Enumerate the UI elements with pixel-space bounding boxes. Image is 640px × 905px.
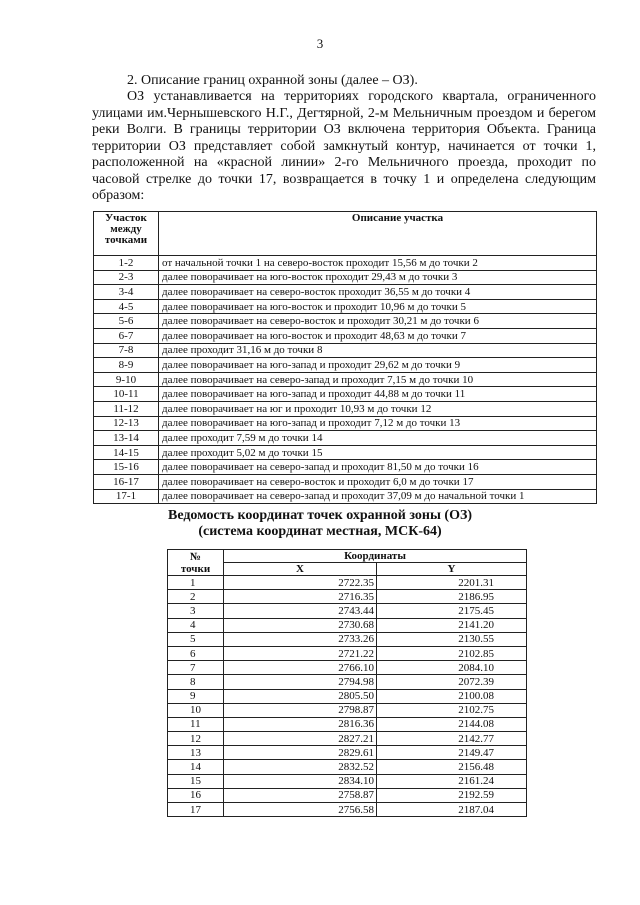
coordinates-col-point [168, 550, 224, 576]
segment-row [94, 431, 597, 446]
segments-col-description: Описание участка [159, 212, 597, 256]
coordinate-x: 2805.50 [224, 689, 377, 703]
coordinate-row [168, 675, 527, 689]
coordinate-row [168, 632, 527, 646]
coordinates-col-point-line2: точки [180, 562, 211, 575]
coordinate-x: 2829.61 [224, 746, 377, 760]
segment-description: далее проходит 7,59 м до точки 14 [159, 431, 597, 446]
segment-description: далее проходит 5,02 м до точки 15 [159, 445, 597, 460]
coordinate-y: 2072.39 [377, 675, 527, 689]
coordinate-x: 2816.36 [224, 717, 377, 731]
coordinate-x: 2832.52 [224, 760, 377, 774]
segment-description: от начальной точки 1 на северо-восток проходит 15,56 м до точки 2 [159, 256, 597, 271]
segment-row [94, 489, 597, 504]
coordinate-row [168, 689, 527, 703]
segments-table [93, 211, 597, 504]
coordinate-y: 2201.31 [377, 576, 527, 590]
coordinate-x: 2758.87 [224, 788, 377, 802]
point-number: 10 [168, 703, 224, 717]
segment-row [94, 314, 597, 329]
coordinate-row [168, 717, 527, 731]
coordinates-table-body [168, 576, 527, 817]
coordinate-row [168, 774, 527, 788]
coordinate-y: 2084.10 [377, 661, 527, 675]
coordinate-x: 2743.44 [224, 604, 377, 618]
segment-description: далее поворачивает на юго-восток и проходит 10,96 м до точки 5 [159, 299, 597, 314]
coordinate-y: 2149.47 [377, 746, 527, 760]
point-number: 17 [168, 803, 224, 817]
coordinate-x: 2722.35 [224, 576, 377, 590]
segment-row [94, 474, 597, 489]
coordinates-col-y: Y [377, 563, 527, 576]
point-number: 13 [168, 746, 224, 760]
segment-points: 8-9 [94, 358, 159, 373]
coordinate-x: 2794.98 [224, 675, 377, 689]
point-number: 5 [168, 632, 224, 646]
coordinate-y: 2187.04 [377, 803, 527, 817]
coordinates-title-line2: (система координат местная, МСК-64) [198, 524, 442, 539]
segment-points: 6-7 [94, 328, 159, 343]
segment-row [94, 372, 597, 387]
segment-points: 4-5 [94, 299, 159, 314]
segment-description: далее поворачивает на юг и проходит 10,93 м до точки 12 [159, 401, 597, 416]
coordinates-col-point-line1: № [189, 550, 202, 563]
segment-points: 12-13 [94, 416, 159, 431]
coordinates-title [0, 508, 640, 540]
segment-row [94, 270, 597, 285]
segment-points: 14-15 [94, 445, 159, 460]
point-number: 14 [168, 760, 224, 774]
coordinate-y: 2102.85 [377, 646, 527, 660]
point-number: 9 [168, 689, 224, 703]
coordinate-row [168, 576, 527, 590]
coordinate-y: 2100.08 [377, 689, 527, 703]
segment-description: далее поворачивает на северо-запад и проходит 7,15 м до точки 10 [159, 372, 597, 387]
segment-description: далее проходит 31,16 м до точки 8 [159, 343, 597, 358]
point-number: 4 [168, 618, 224, 632]
segment-description: далее поворачивает на северо-восток и проходит 30,21 м до точки 6 [159, 314, 597, 329]
segments-table-header [94, 212, 597, 256]
segment-description: далее поворачивает на юго-восток проходит 29,43 м до точки 3 [159, 270, 597, 285]
segment-points: 9-10 [94, 372, 159, 387]
segment-row [94, 328, 597, 343]
segment-points: 17-1 [94, 489, 159, 504]
coordinate-row [168, 760, 527, 774]
coordinate-row [168, 746, 527, 760]
segment-row [94, 401, 597, 416]
segment-row [94, 299, 597, 314]
coordinate-x: 2834.10 [224, 774, 377, 788]
segment-row [94, 343, 597, 358]
segment-row [94, 460, 597, 475]
segment-description: далее поворачивает на северо-запад и проходит 37,09 м до начальной точки 1 [159, 489, 597, 504]
coordinate-row [168, 788, 527, 802]
segments-table-body [94, 256, 597, 504]
coordinate-y: 2142.77 [377, 732, 527, 746]
segment-description: далее поворачивает на северо-восток и проходит 6,0 м до точки 17 [159, 474, 597, 489]
coordinate-row [168, 703, 527, 717]
segment-points: 11-12 [94, 401, 159, 416]
coordinates-col-x: X [224, 563, 377, 576]
coordinate-y: 2175.45 [377, 604, 527, 618]
section-heading: 2. Описание границ охранной зоны (далее – ОЗ). [127, 73, 418, 88]
segment-points: 1-2 [94, 256, 159, 271]
segment-row [94, 416, 597, 431]
coordinate-y: 2141.20 [377, 618, 527, 632]
coordinate-row [168, 803, 527, 817]
coordinate-row [168, 590, 527, 604]
coordinate-row [168, 604, 527, 618]
coordinate-x: 2766.10 [224, 661, 377, 675]
intro-paragraph: ОЗ устанавливается на территориях городского квартала, ограниченного улицами им.Чернышевского Н.Г., Дегтярной, 2-м Мельничным проездом и берегом реки Волги. В границы территории ОЗ включена территория Объекта. Граница территории ОЗ представляет собой замкнутый контур, начинается от точки 1, расположенной на «красной линии» 2-го Мельничного проезда, проходит по часовой стрелке до точки 17, возвращается в точку 1 и определена следующим образом: [92, 89, 596, 203]
coordinates-table-header-top [168, 550, 527, 563]
segment-points: 7-8 [94, 343, 159, 358]
segment-row [94, 285, 597, 300]
segment-points: 3-4 [94, 285, 159, 300]
segment-description: далее поворачивает на юго-запад и проходит 44,88 м до точки 11 [159, 387, 597, 402]
segment-description: далее поворачивает на северо-восток проходит 36,55 м до точки 4 [159, 285, 597, 300]
coordinates-table [167, 549, 527, 817]
coordinate-y: 2102.75 [377, 703, 527, 717]
point-number: 12 [168, 732, 224, 746]
segment-points: 16-17 [94, 474, 159, 489]
coordinate-row [168, 618, 527, 632]
point-number: 16 [168, 788, 224, 802]
coordinate-y: 2186.95 [377, 590, 527, 604]
point-number: 15 [168, 774, 224, 788]
segment-description: далее поворачивает на северо-запад и проходит 81,50 м до точки 16 [159, 460, 597, 475]
segment-description: далее поворачивает на юго-запад и проходит 29,62 м до точки 9 [159, 358, 597, 373]
segment-points: 5-6 [94, 314, 159, 329]
segment-points: 10-11 [94, 387, 159, 402]
segment-description: далее поворачивает на юго-запад и проходит 7,12 м до точки 13 [159, 416, 597, 431]
point-number: 2 [168, 590, 224, 604]
point-number: 3 [168, 604, 224, 618]
coordinate-x: 2798.87 [224, 703, 377, 717]
segment-row [94, 387, 597, 402]
segment-row [94, 256, 597, 271]
point-number: 8 [168, 675, 224, 689]
coordinate-y: 2156.48 [377, 760, 527, 774]
coordinate-x: 2721.22 [224, 646, 377, 660]
coordinate-y: 2144.08 [377, 717, 527, 731]
segment-points: 13-14 [94, 431, 159, 446]
coordinate-y: 2192.59 [377, 788, 527, 802]
segment-points: 15-16 [94, 460, 159, 475]
segment-points: 2-3 [94, 270, 159, 285]
coordinate-x: 2730.68 [224, 618, 377, 632]
page-number: 3 [316, 36, 324, 51]
coordinate-x: 2733.26 [224, 632, 377, 646]
coordinates-title-line1: Ведомость координат точек охранной зоны (ОЗ) [167, 508, 473, 523]
coordinate-x: 2716.35 [224, 590, 377, 604]
point-number: 11 [168, 717, 224, 731]
segment-row [94, 358, 597, 373]
segment-description: далее поворачивает на юго-восток и проходит 48,63 м до точки 7 [159, 328, 597, 343]
coordinate-row [168, 732, 527, 746]
segment-row [94, 445, 597, 460]
coordinate-x: 2756.58 [224, 803, 377, 817]
coordinate-x: 2827.21 [224, 732, 377, 746]
segments-col-segment: Участок между точками [94, 212, 159, 256]
coordinate-row [168, 661, 527, 675]
coordinate-y: 2130.55 [377, 632, 527, 646]
coordinate-y: 2161.24 [377, 774, 527, 788]
point-number: 7 [168, 661, 224, 675]
coordinates-col-coords: Координаты [224, 550, 527, 563]
point-number: 1 [168, 576, 224, 590]
coordinate-row [168, 646, 527, 660]
point-number: 6 [168, 646, 224, 660]
